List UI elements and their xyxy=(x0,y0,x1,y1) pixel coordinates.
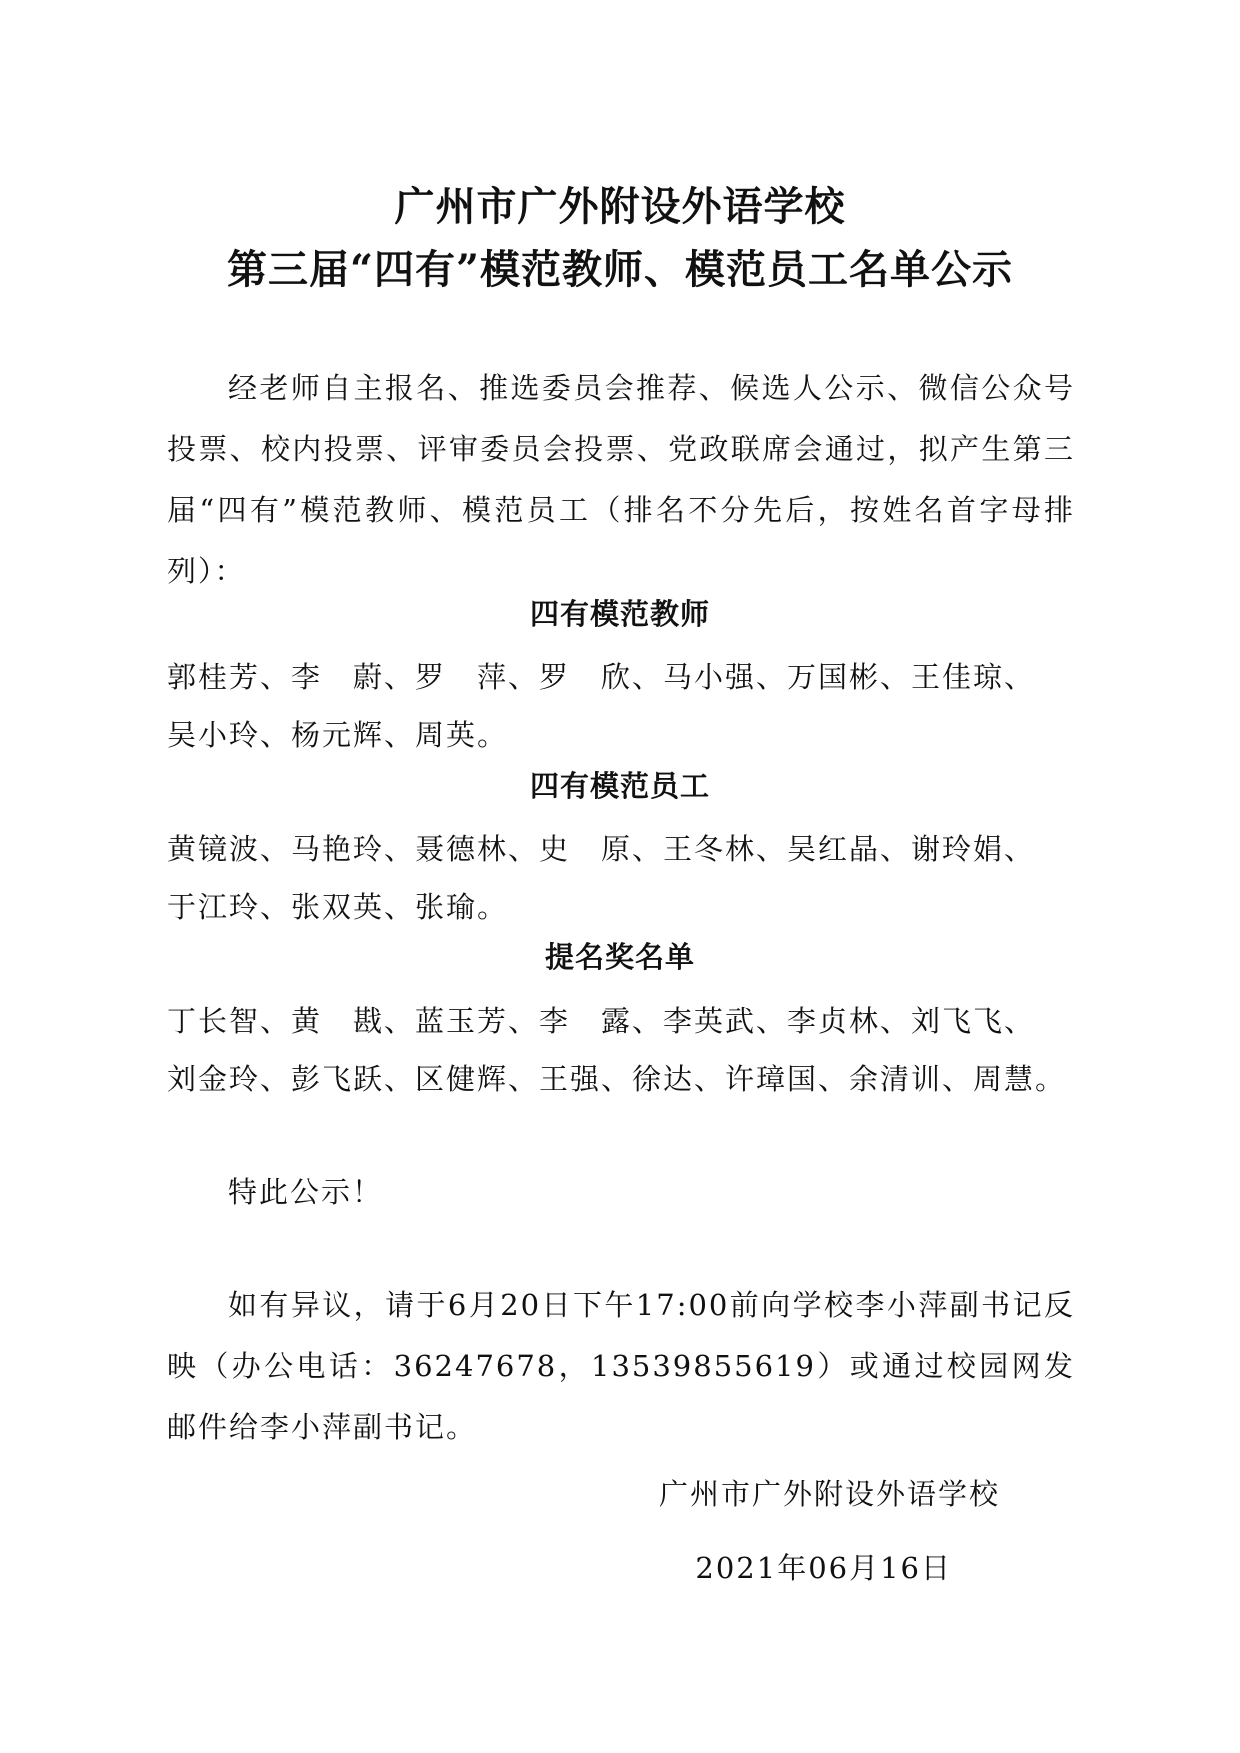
name-list-row: 刘金玲、彭飞跃、区健辉、王强、徐达、许璋国、余清训、周慧。 xyxy=(167,1062,1067,1096)
model-staff-list xyxy=(167,820,1075,936)
section-heading-model-staff: 四有模范员工 xyxy=(529,769,710,803)
intro-paragraph: 经老师自主报名、推选委员会推荐、候选人公示、微信公众号投票、校内投票、评审委员会投票、党政联席会通过，拟产生第三届“四有”模范教师、模范员工（排名不分先后，按姓名首字母排列）： xyxy=(167,371,1075,588)
name-list-row: 于江玲、张双英、张瑜。 xyxy=(167,890,509,924)
model-teachers-list xyxy=(167,648,1075,764)
announcement-notice: 特此公示！ xyxy=(228,1175,384,1209)
nominees-list xyxy=(167,992,1075,1108)
signature-organization: 广州市广外附设外语学校 xyxy=(658,1477,1000,1511)
section-heading-nominees: 提名奖名单 xyxy=(544,940,695,974)
signature-date: 2021年06月16日 xyxy=(695,1551,952,1585)
name-list-row: 丁长智、黄 戡、蓝玉芳、李 露、李英武、李贞林、刘飞飞、 xyxy=(167,1004,1036,1038)
objection-paragraph: 如有异议，请于6月20日下午17:00前向学校李小萍副书记反映（办公电话：36247678，13539855619）或通过校园网发邮件给李小萍副书记。 xyxy=(167,1288,1075,1444)
name-list-row: 黄镜波、马艳玲、聂德林、史 原、王冬林、吴红晶、谢玲娟、 xyxy=(167,832,1036,866)
name-list-row: 吴小玲、杨元辉、周英。 xyxy=(167,718,509,752)
section-heading-model-teachers: 四有模范教师 xyxy=(529,597,710,631)
name-list-row: 郭桂芳、李 蔚、罗 萍、罗 欣、马小强、万国彬、王佳琼、 xyxy=(167,660,1036,694)
document-title-line2: 第三届“四有”模范教师、模范员工名单公示 xyxy=(226,246,1013,293)
document-title-line1: 广州市广外附设外语学校 xyxy=(394,183,846,230)
